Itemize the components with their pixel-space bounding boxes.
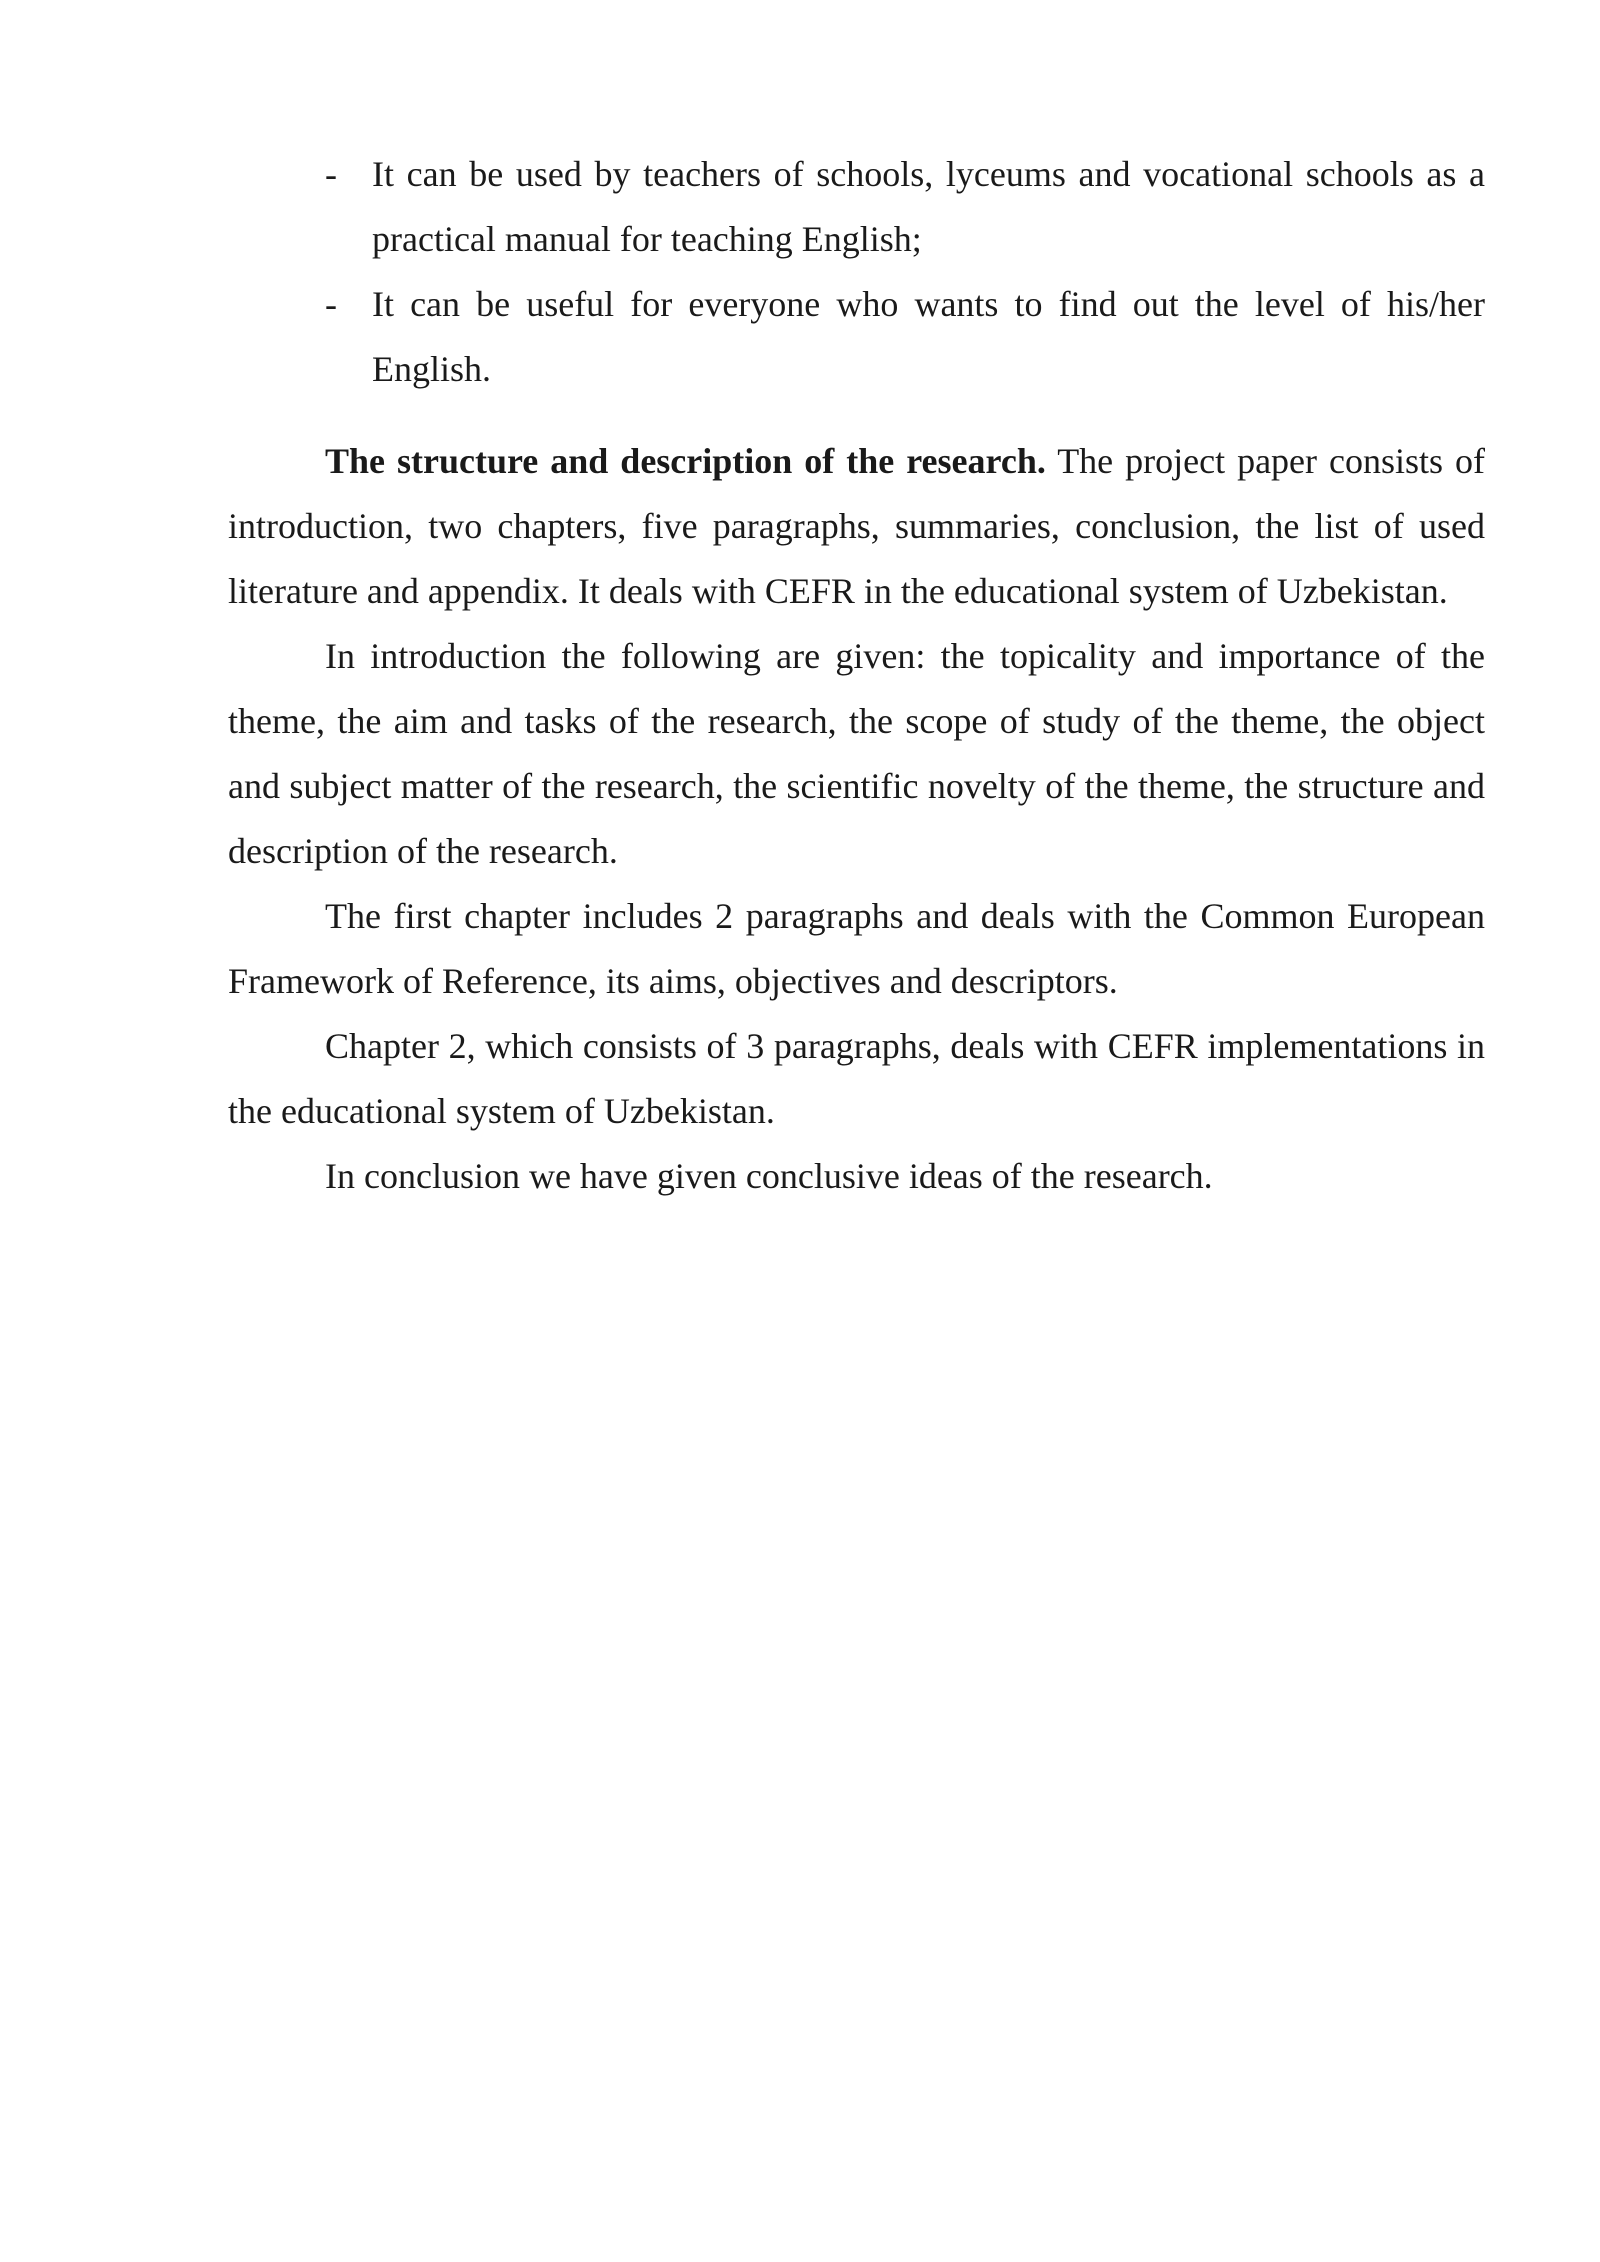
bullet-marker: - (325, 154, 337, 194)
page-body (228, 142, 1485, 1209)
structure-text: The project paper consists of introduction, two chapters, five paragraphs, summaries, conclusion, the list of used literature and appendix. It deals with CEFR in the educational system of Uzbekistan. (228, 441, 1485, 611)
chapter-one-paragraph: The first chapter includes 2 paragraphs and deals with the Common European Framework of Reference, its aims, objectives and descriptors. (228, 896, 1485, 1001)
list-item (228, 142, 1485, 272)
list-item (228, 272, 1485, 402)
chapter-two-paragraph: Chapter 2, which consists of 3 paragraphs, deals with CEFR implementations in the educational system of Uzbekistan. (228, 1026, 1485, 1131)
list-item-text: It can be useful for everyone who wants to find out the level of his/her English. (372, 284, 1485, 389)
bullet-list (228, 142, 1485, 402)
structure-heading: The structure and description of the research. (325, 441, 1046, 481)
list-item-text: It can be used by teachers of schools, lyceums and vocational schools as a practical manual for teaching English; (372, 154, 1485, 259)
bullet-marker: - (325, 284, 337, 324)
structure-paragraph (228, 429, 1485, 624)
conclusion-paragraph: In conclusion we have given conclusive ideas of the research. (325, 1156, 1213, 1196)
introduction-paragraph: In introduction the following are given: the topicality and importance of the theme, the aim and tasks of the research, the scope of study of the theme, the object and subject matter of the research, the scientific novelty of the theme, the structure and description of the research. (228, 636, 1485, 871)
